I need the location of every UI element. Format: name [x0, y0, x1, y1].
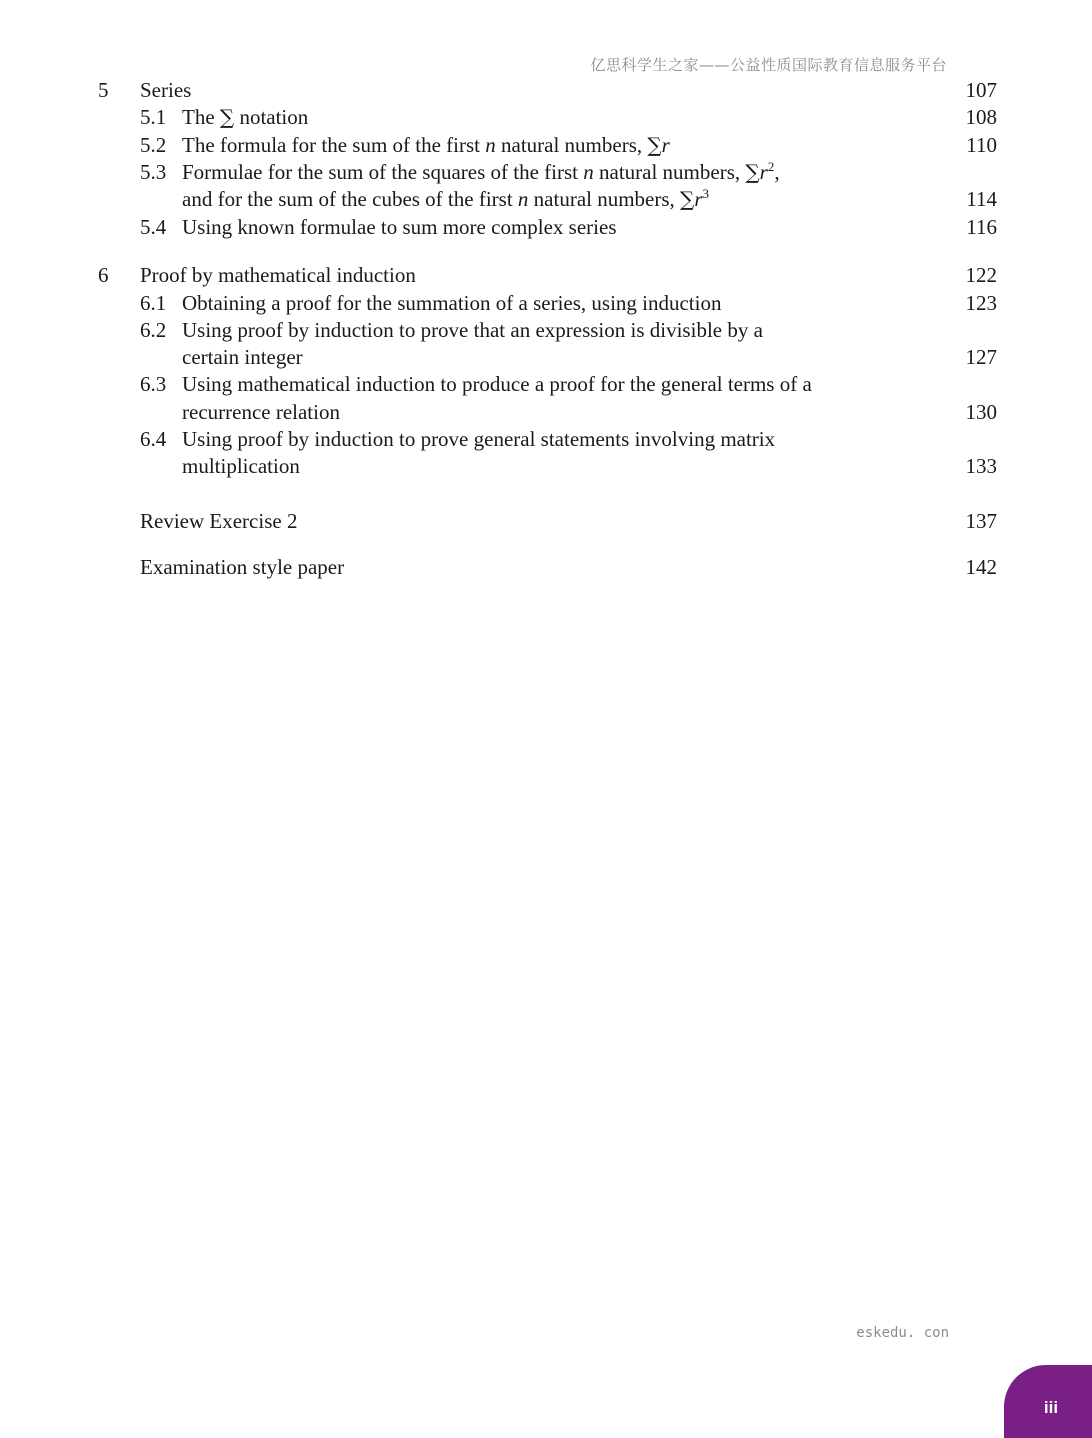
chapter-title: Proof by mathematical induction: [140, 263, 416, 287]
section-6-1-entry[interactable]: [0, 290, 1092, 317]
page-number: 127: [965, 345, 997, 369]
chapter-title: Series: [140, 78, 192, 102]
page-number-label: iii: [1043, 1398, 1059, 1417]
section-title: Using known formulae to sum more complex series: [182, 215, 617, 239]
section-title-line-1: Using proof by induction to prove general statements involving matrix: [182, 427, 776, 451]
section-6-2-entry-cont[interactable]: [0, 344, 1092, 371]
section-6-4-entry-cont[interactable]: [0, 453, 1092, 480]
section-5-2-entry[interactable]: [0, 132, 1092, 159]
sigma-symbol: ∑: [680, 187, 695, 211]
section-6-4-entry[interactable]: [0, 426, 1092, 453]
section-number: 6.4: [140, 427, 167, 451]
header-watermark: 亿思科学生之家——公益性质国际教育信息服务平台: [590, 56, 947, 74]
chapter-5-entry[interactable]: [0, 77, 1092, 104]
footer-watermark: eskedu. con: [856, 1325, 949, 1341]
section-5-1-entry[interactable]: [0, 104, 1092, 131]
sigma-symbol: ∑: [219, 105, 235, 129]
section-5-4-entry[interactable]: [0, 214, 1092, 241]
sigma-symbol: ∑: [745, 160, 760, 184]
page-number: 123: [965, 291, 997, 315]
sigma-symbol: ∑: [647, 133, 662, 157]
chapter-6-entry[interactable]: [0, 262, 1092, 289]
page-number-tab: [1004, 1365, 1092, 1438]
page-number: 114: [966, 187, 997, 211]
section-title-line-2: certain integer: [182, 345, 303, 369]
page-number: 116: [966, 215, 997, 239]
section-6-3-entry[interactable]: [0, 371, 1092, 398]
page-number: 133: [965, 454, 997, 478]
section-title: The formula for the sum of the first n natural numbers, ∑r: [182, 133, 670, 157]
section-5-3-entry[interactable]: [0, 159, 1092, 186]
section-title-line-2: recurrence relation: [182, 400, 340, 424]
section-number: 5.1: [140, 105, 167, 129]
section-title-line-2: multiplication: [182, 454, 300, 478]
section-title-line-2: and for the sum of the cubes of the first n natural numbers, $\sum r^3$: [182, 186, 710, 211]
section-title: The ∑ notation: [182, 105, 309, 129]
section-number: 5.4: [140, 215, 167, 239]
section-6-3-entry-cont[interactable]: [0, 399, 1092, 426]
section-6-2-entry[interactable]: [0, 317, 1092, 344]
chapter-number: 6: [98, 263, 109, 287]
section-title-line-1: Using mathematical induction to produce a proof for the general terms of a: [182, 372, 812, 396]
exam-title: Examination style paper: [140, 555, 345, 579]
section-number: 6.2: [140, 318, 167, 342]
section-number: 6.1: [140, 291, 167, 315]
section-number: 6.3: [140, 372, 167, 396]
section-number: 5.3: [140, 160, 167, 184]
section-5-3-entry-cont[interactable]: [0, 186, 1092, 213]
exam-paper-entry[interactable]: [0, 554, 1092, 581]
page-number: 142: [965, 555, 997, 579]
section-title: Obtaining a proof for the summation of a series, using induction: [182, 291, 722, 315]
section-title-line-1: Using proof by induction to prove that an expression is divisible by a: [182, 318, 763, 342]
page-number: 107: [965, 78, 997, 102]
review-exercise-entry[interactable]: [0, 508, 1092, 535]
review-title: Review Exercise 2: [140, 509, 298, 533]
page-number: 122: [965, 263, 997, 287]
page-number: 110: [966, 133, 997, 157]
page-number: 137: [965, 509, 997, 533]
section-title-line-1: Formulae for the sum of the squares of the first n natural numbers, $\sum r^2$,: [182, 159, 780, 184]
section-number: 5.2: [140, 133, 167, 157]
chapter-number: 5: [98, 78, 109, 102]
page-number: 130: [965, 400, 997, 424]
page-number: 108: [965, 105, 997, 129]
